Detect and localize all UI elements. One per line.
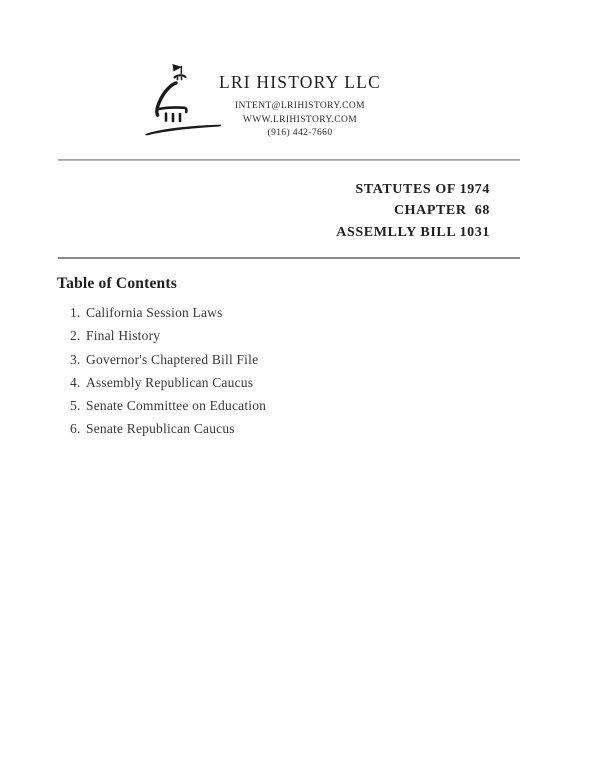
toc-item-number: 6. [70, 421, 81, 437]
toc-item [70, 375, 537, 390]
toc-list [70, 305, 537, 436]
statute-chapter: CHAPTER 68 [393, 203, 490, 219]
toc-item [70, 352, 537, 367]
toc-item-number: 3. [70, 351, 81, 367]
statute-bill: ASSEMLLY BILL 1031 [336, 224, 490, 240]
divider-top [58, 159, 520, 161]
toc-item [70, 398, 537, 413]
company-contact-block [150, 100, 450, 141]
toc-item-label: Senate Committee on Education [86, 398, 267, 414]
company-website: WWW.LRIHISTORY.COM [242, 114, 358, 125]
letterhead [150, 73, 450, 141]
table-of-contents [57, 274, 537, 445]
toc-item-number: 2. [70, 328, 81, 344]
toc-item-label: Senate Republican Caucus [86, 421, 235, 437]
statute-year: STATUTES OF 1974 [355, 182, 490, 197]
toc-item-number: 5. [70, 398, 81, 414]
company-email: INTENT@LRIHISTORY.COM [234, 101, 365, 111]
statute-reference-block [336, 179, 490, 243]
toc-item-label: California Session Laws [86, 305, 223, 320]
company-phone: (916) 442-7660 [267, 128, 333, 139]
toc-item-label: Assembly Republican Caucus [86, 374, 254, 390]
toc-title: Table of Contents [57, 275, 177, 292]
toc-item-label: Final History [86, 328, 161, 344]
company-name: LRI HISTORY LLC [219, 72, 381, 92]
toc-item-number: 1. [70, 305, 81, 320]
toc-item-number: 4. [70, 374, 81, 390]
toc-item-label: Governor's Chaptered Bill File [86, 351, 259, 367]
toc-item [70, 421, 537, 436]
divider-bottom [58, 257, 520, 259]
toc-item [70, 328, 537, 343]
toc-item [70, 305, 537, 320]
